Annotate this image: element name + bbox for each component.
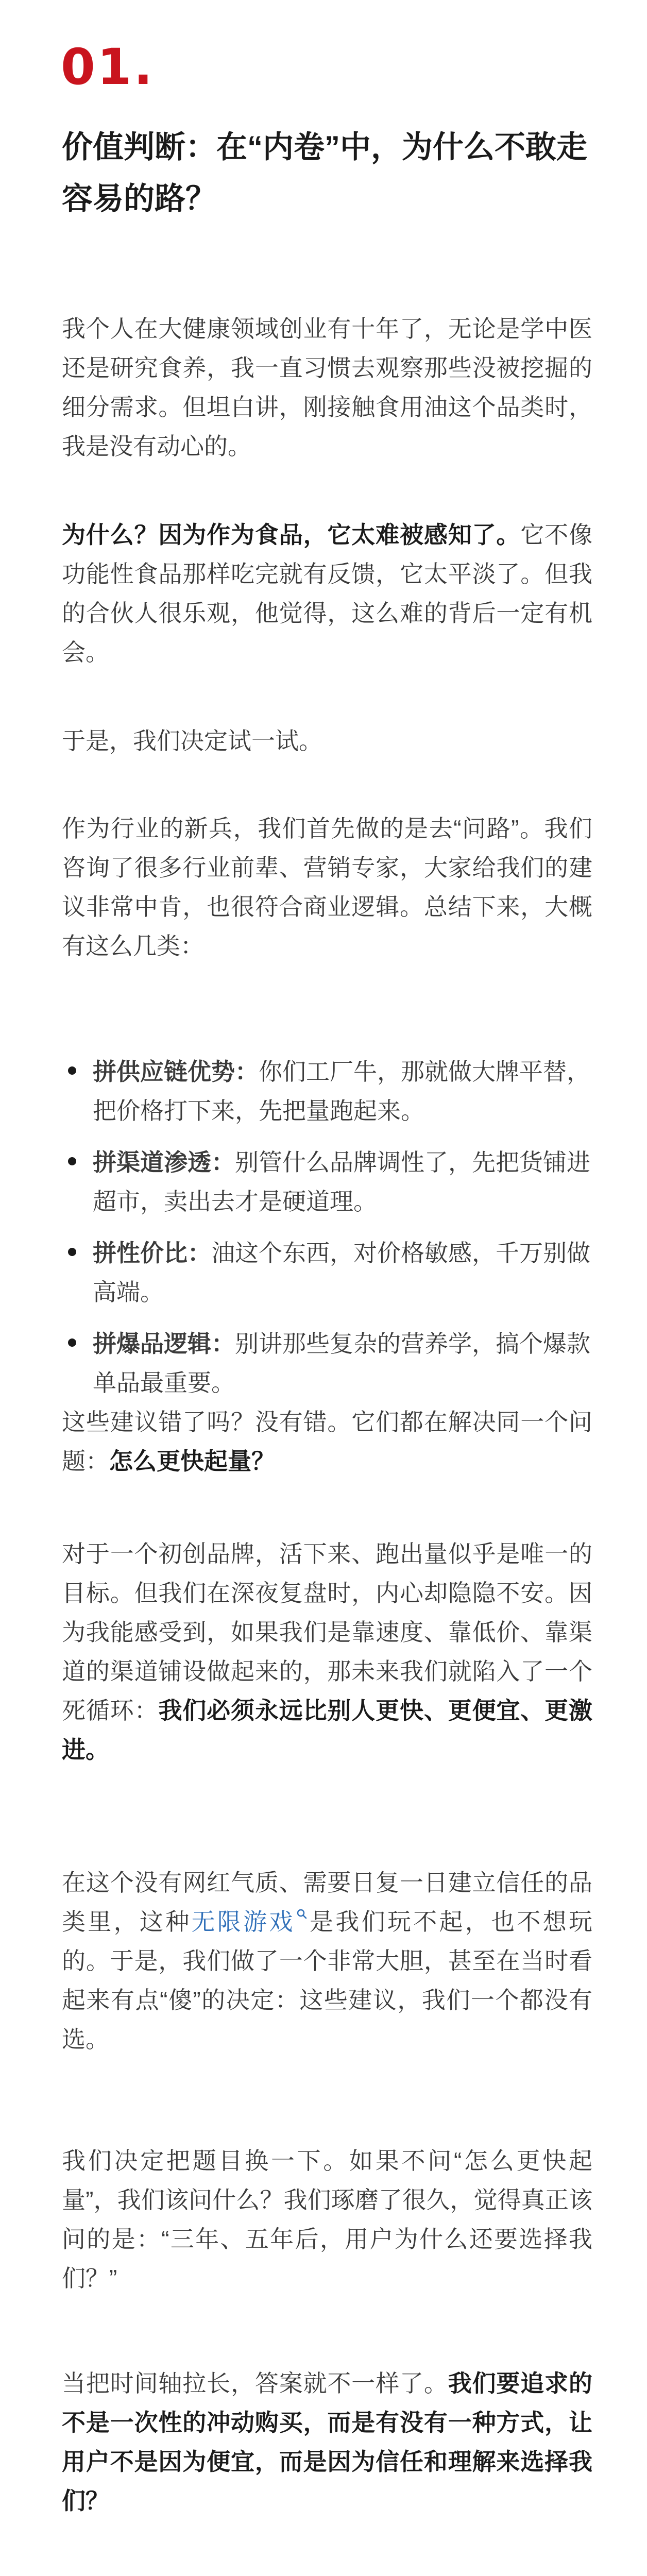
advice-label: 拼渠道渗透： (93, 1149, 235, 1176)
advice-list (62, 1052, 592, 1415)
advice-item-channel (62, 1143, 592, 1221)
paragraph-4: 作为行业的新兵，我们首先做的是去“问路”。我们咨询了很多行业前辈、营销专家，大家给我们的建议非常中肯，也很符合商业逻辑。总结下来，大概有这么几类： (62, 815, 592, 959)
advice-label: 拼爆品逻辑： (93, 1330, 235, 1357)
paragraph-7 (62, 1863, 592, 2059)
advice-item-value (62, 1233, 592, 1312)
paragraph-9 (62, 2364, 592, 2520)
paragraph-6 (62, 1534, 592, 1769)
paragraph-5 (62, 1402, 592, 1481)
advice-text: 油这个东西，对价格敏感，千万别做高端。 (93, 1240, 590, 1306)
bullet-dot (68, 1066, 76, 1075)
advice-item-hit-product (62, 1324, 592, 1402)
section-title: 价值判断：在“内卷”中，为什么不敢走容易的路？ (62, 130, 587, 216)
advice-label: 拼性价比： (93, 1240, 211, 1266)
advice-text: 别管什么品牌调性了，先把货铺进超市，卖出去才是硬道理。 (93, 1149, 590, 1215)
advice-text: 你们工厂牛，那就做大牌平替，把价格打下来，先把量跑起来。 (93, 1058, 590, 1124)
advice-text: 别讲那些复杂的营养学，搞个爆款单品最重要。 (93, 1330, 590, 1396)
paragraph-7-body-start: 在这个没有网红气质、需要日复一日建立信任的品类里，这种 (62, 1869, 592, 1935)
bullet-dot (68, 1338, 76, 1347)
paragraph-6-emphasis: 我们必须永远比别人更快、更便宜、更激进。 (62, 1697, 593, 1763)
advice-label: 拼供应链优势： (93, 1058, 259, 1085)
paragraph-8: 我们决定把题目换一下。如果不问“怎么更快起量”，我们该问什么？我们琢磨了很久，觉得真正该问的是：“三年、五年后，用户为什么还要选择我们？” (62, 2147, 592, 2292)
bullet-dot (68, 1248, 76, 1256)
paragraph-2-body: 它不像功能性食品那样吃完就有反馈，它太平淡了。但我的合伙人很乐观，他觉得，这么难的背后一定有机会。 (62, 521, 593, 666)
paragraph-2-emphasis: 为什么？因为作为食品，它太难被感知了。 (62, 521, 521, 548)
bullet-dot (68, 1157, 76, 1165)
paragraph-6-body: 对于一个初创品牌，活下来、跑出量似乎是唯一的目标。但我们在深夜复盘时，内心却隐隐不安。因为我能感受到，如果我们是靠速度、靠低价、靠渠道的渠道铺设做起来的，那未来我们就陷入了一个死循环： (62, 1540, 592, 1724)
paragraph-2 (62, 515, 592, 672)
section-number: 01. (61, 38, 155, 96)
search-icon[interactable] (296, 1908, 308, 1920)
paragraph-3: 于是，我们决定试一试。 (62, 727, 322, 754)
infinite-game-link[interactable]: 无限游戏 (191, 1908, 295, 1935)
paragraph-5-body: 这些建议错了吗？没有错。它们都在解决同一个问题： (62, 1409, 592, 1475)
advice-item-supply-chain (62, 1052, 592, 1130)
paragraph-5-emphasis: 怎么更快起量？ (109, 1448, 275, 1475)
paragraph-9-emphasis: 我们要追求的不是一次性的冲动购买，而是有没有一种方式，让用户不是因为便宜，而是因为信任和理解来选择我们？ (62, 2370, 593, 2514)
paragraph-1: 我个人在大健康领域创业有十年了，无论是学中医还是研究食养，我一直习惯去观察那些没被挖掘的细分需求。但坦白讲，刚接触食用油这个品类时，我是没有动心的。 (62, 315, 592, 460)
paragraph-9-body: 当把时间轴拉长，答案就不一样了。 (62, 2370, 448, 2397)
paragraph-7-body-end: 是我们玩不起，也不想玩的。于是，我们做了一个非常大胆，甚至在当时看起来有点“傻”的决定：这些建议，我们一个都没有选。 (62, 1908, 593, 2053)
